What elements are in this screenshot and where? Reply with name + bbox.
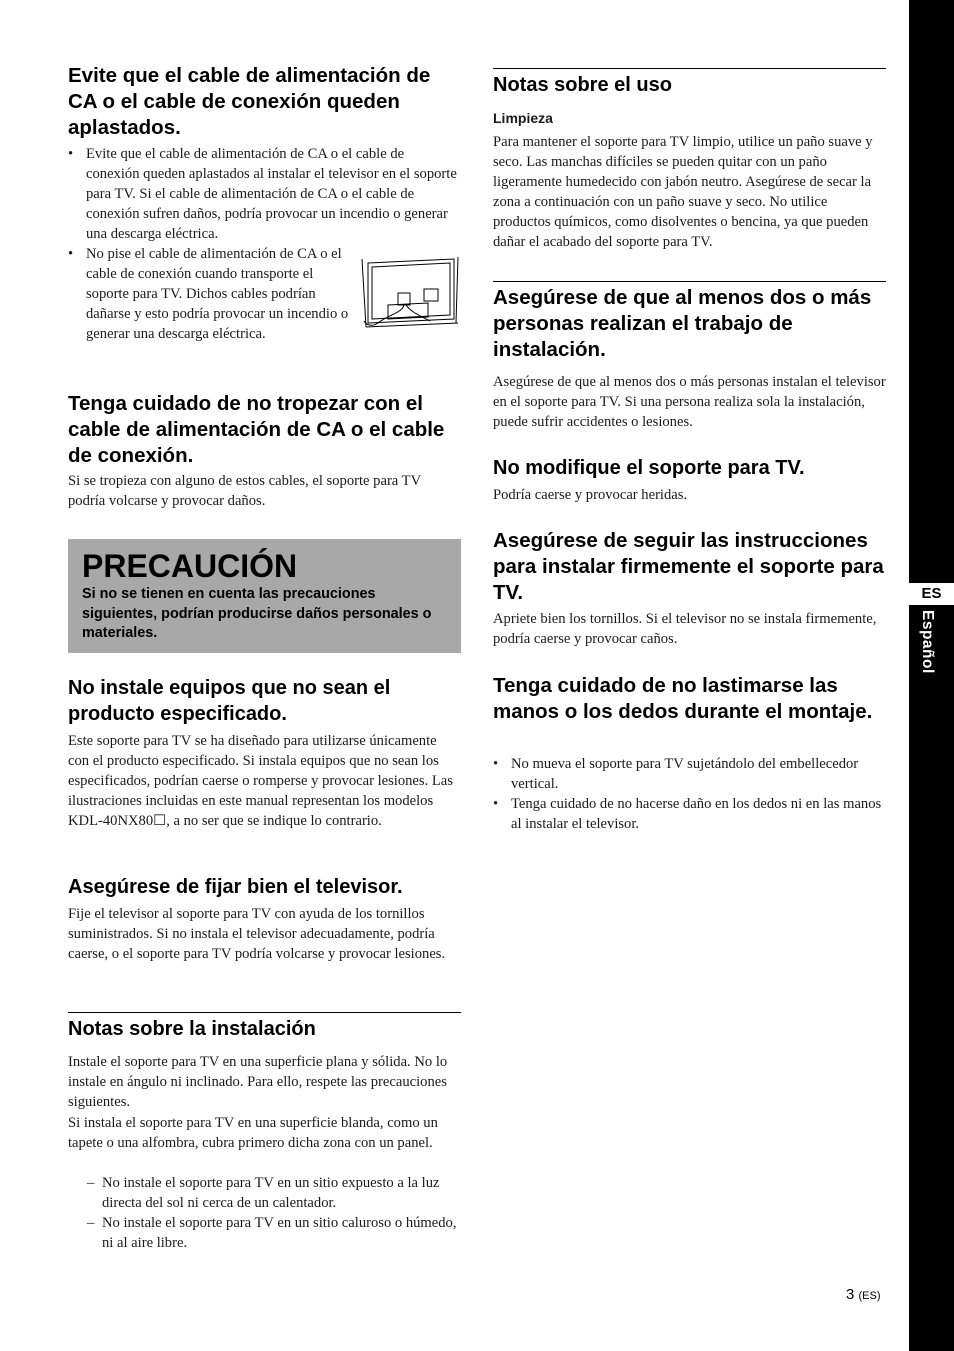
precaution-note: Si no se tienen en cuenta las precauciones siguientes, podrían producirse daños personales o materiales. — [82, 586, 432, 641]
section-heading-installation-notes: Notas sobre la instalación — [68, 1018, 316, 1040]
section-heading-trip: Tenga cuidado de no tropezar con el cable de alimentación de CA o el cable de conexión. — [68, 392, 445, 467]
installation-text-2: Si instala el soporte para TV en una superficie blanda, como un tapete o una alfombra, cubra primero dicha zona con un panel. — [68, 1115, 438, 1151]
trip-text: Si se tropieza con alguno de estos cables, el soporte para TV podría volcarse y provocar daños. — [68, 473, 421, 509]
section-heading-usage-notes: Notas sobre el uso — [493, 74, 672, 96]
precaution-box — [68, 539, 461, 653]
cable-crush-list — [68, 144, 461, 244]
section-heading-fix-tv: Asegúrese de fijar bien el televisor. — [68, 876, 403, 898]
section-rule — [493, 281, 886, 282]
two-people-text: Asegúrese de que al menos dos o más personas instalan el televisor en el soporte para TV. Si una persona realiza sola la instalación, puede sufrir accidentes o lesiones. — [493, 374, 886, 430]
section-heading-follow-instructions: Asegúrese de seguir las instrucciones para instalar firmemente el soporte para TV. — [493, 529, 884, 604]
page-number-suffix: (ES) — [858, 1290, 881, 1302]
language-sidebar — [909, 0, 954, 1351]
list-item: – No instale el soporte para TV en un sitio caluroso o húmedo, ni al aire libre. — [68, 1213, 461, 1253]
follow-instructions-text: Apriete bien los tornillos. Si el televisor no se instala firmemente, podría caerse y provocar caños. — [493, 611, 877, 647]
fix-tv-text: Fije el televisor al soporte para TV con ayuda de los tornillos suministrados. Si no instala el televisor adecuadamente, podría caerse, o el soporte para TV podría volcarse y provocar lesiones. — [68, 906, 446, 962]
language-tab: ES — [909, 582, 954, 605]
precaution-title: PRECAUCIÓN — [82, 548, 298, 584]
section-rule — [493, 68, 886, 69]
section-heading-cable-crush: Evite que el cable de alimentación de CA o el cable de conexión queden aplastados. — [68, 64, 431, 139]
language-label: Español — [919, 610, 936, 674]
list-item: • No mueva el soporte para TV sujetándolo del embellecedor vertical. — [493, 754, 886, 794]
list-item: – No instale el soporte para TV en un sitio expuesto a la luz directa del sol ni cerca de un calentador. — [68, 1173, 461, 1213]
section-heading-specified: No instale equipos que no sean el producto especificado. — [68, 677, 391, 725]
list-item: • Evite que el cable de alimentación de CA o el cable de conexión queden aplastados al instalar el televisor en el soporte para TV. Si el cable de alimentación de CA o el cable de conexión sufren daños, podría provocar un incendio o generar una descarga eléctrica. — [68, 144, 461, 244]
section-heading-no-modify: No modifique el soporte para TV. — [493, 457, 805, 479]
list-item: • No pise el cable de alimentación de CA o el cable de conexión cuando transporte el soporte para TV. Dichos cables podrían dañarse y esto podría provocar un incendio o generar una descarga eléctrica. — [68, 244, 350, 344]
hands-list — [493, 754, 886, 834]
cleaning-text: Para mantener el soporte para TV limpio, utilice un paño suave y seco. Las manchas difíciles se pueden quitar con un paño ligeramente humedecido con jabón neutro. Asegúrese de secar la zona a continuación con un paño suave y seco. No utilice productos químicos, como disolventes o bencina, ya que pueden dañar el acabado del soporte para TV. — [493, 134, 873, 250]
tv-stand-cable-icon — [358, 253, 462, 329]
page-number-value: 3 — [846, 1286, 855, 1303]
installation-text-1: Instale el soporte para TV en una superficie plana y sólida. No lo instale en ángulo ni inclinado. Para ello, respete las precauciones siguientes. — [68, 1054, 448, 1110]
page-number — [846, 1286, 881, 1303]
cable-step-list — [68, 244, 350, 344]
installation-dash-list — [68, 1173, 461, 1253]
section-heading-two-people: Asegúrese de que al menos dos o más personas realizan el trabajo de instalación. — [493, 286, 872, 361]
no-modify-text: Podría caerse y provocar heridas. — [493, 487, 688, 503]
cleaning-subheading: Limpieza — [493, 110, 553, 126]
specified-text: Este soporte para TV se ha diseñado para utilizarse únicamente con el producto especificado. Si instala equipos que no sean los especificados, podrían caerse o romperse y provocar lesiones. Las ilustraciones incluidas en este manual representan los modelos KDL-40NX80☐, a no ser que se indique lo contrario. — [68, 733, 453, 829]
section-heading-hands: Tenga cuidado de no lastimarse las manos o los dedos durante el montaje. — [493, 674, 873, 723]
list-item: • Tenga cuidado de no hacerse daño en los dedos ni en las manos al instalar el televisor. — [493, 794, 886, 834]
section-rule — [68, 1012, 461, 1013]
